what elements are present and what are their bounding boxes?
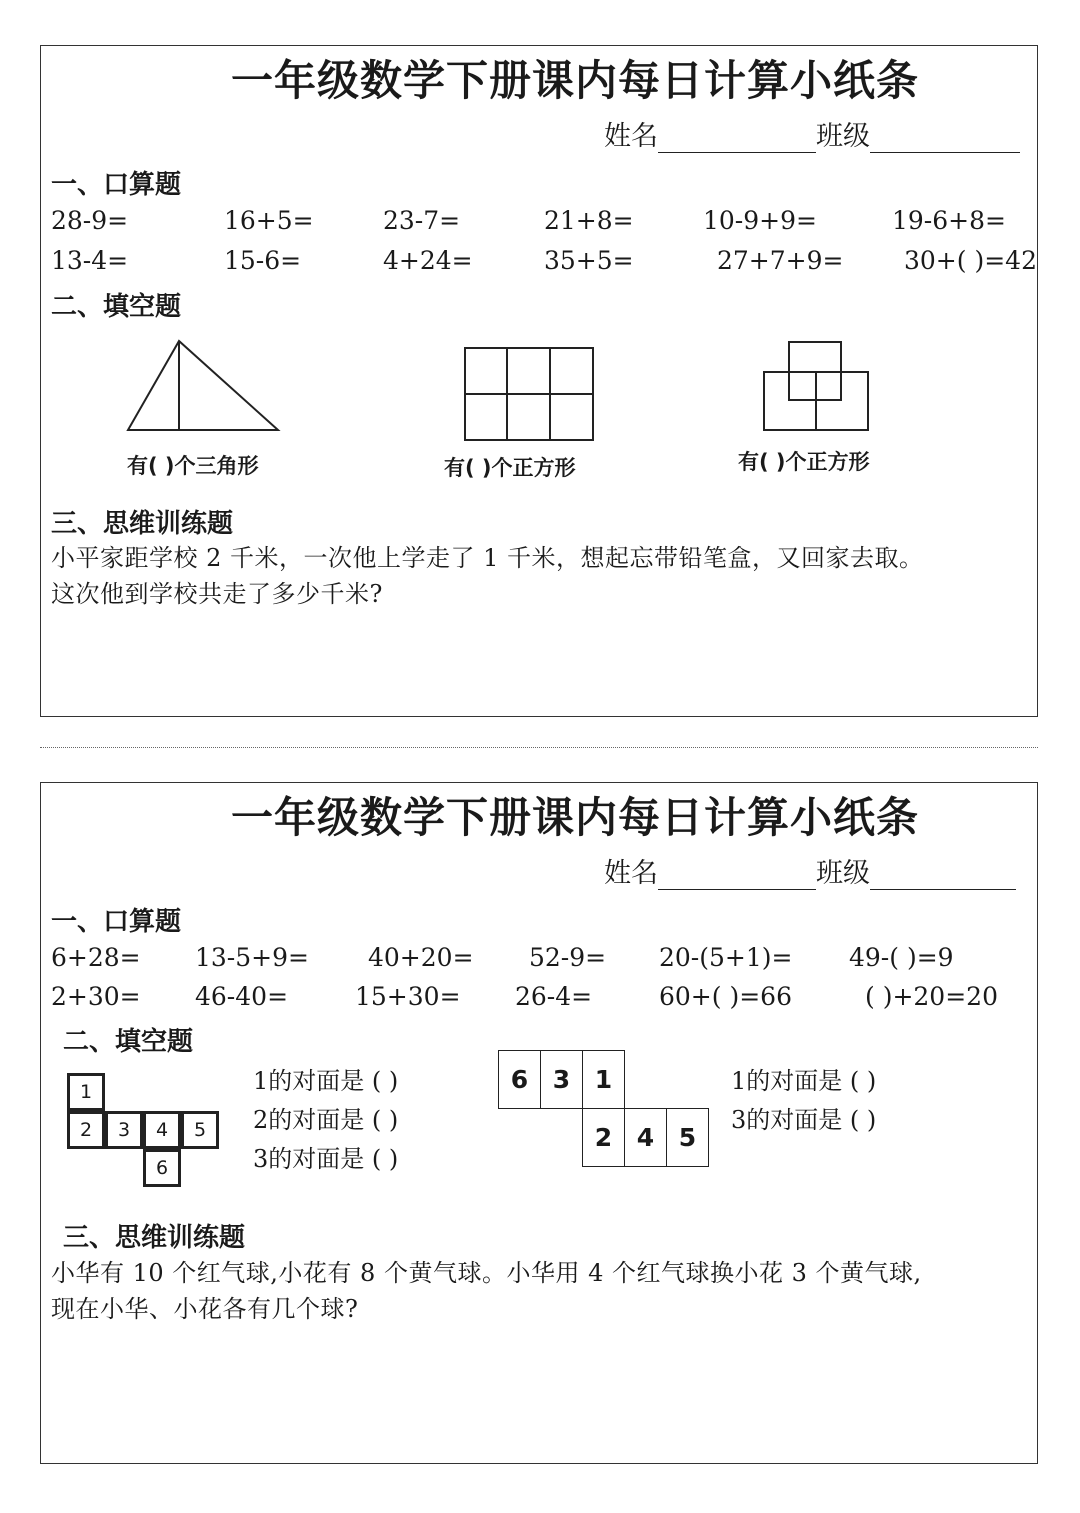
- section-title-mental-math: 一、口算题: [51, 170, 182, 200]
- figure-caption-triangles: 有( )个三角形: [127, 454, 259, 478]
- equation: 15+30=: [355, 982, 461, 1011]
- cube-net-2: [498, 1050, 713, 1170]
- name-class-row: [604, 851, 1016, 890]
- class-label: 班级: [816, 121, 870, 152]
- class-blank[interactable]: [870, 130, 1020, 153]
- equation: 20-(5+1)=: [659, 943, 793, 972]
- section-title-fill-in: 二、填空题: [51, 292, 182, 322]
- equation: 19-6+8=: [892, 206, 1006, 235]
- equation: 46-40=: [195, 982, 289, 1011]
- triangle-figure: [125, 338, 281, 434]
- net-face: 2: [67, 1111, 105, 1149]
- net-face: 1: [67, 1073, 105, 1111]
- figure-caption-grid-squares: 有( )个正方形: [444, 456, 576, 480]
- opposite-face-question: 3的对面是 ( ): [253, 1145, 399, 1173]
- equation: 40+20=: [368, 943, 474, 972]
- worksheet-title: 一年级数学下册课内每日计算小纸条: [231, 56, 920, 105]
- equation: 49-( )=9: [849, 943, 954, 972]
- equation: 60+( )=66: [659, 982, 792, 1011]
- net-face: 3: [540, 1050, 583, 1109]
- equation: 10-9+9=: [703, 206, 817, 235]
- figure-caption-overlap-squares: 有( )个正方形: [738, 450, 870, 474]
- section-title-thinking: 三、思维训练题: [51, 509, 234, 539]
- name-class-row: [604, 114, 1020, 153]
- equation: 23-7=: [383, 206, 461, 235]
- class-blank[interactable]: [870, 867, 1016, 890]
- worksheet-card-2: [40, 782, 1038, 1464]
- section-title-thinking: 三、思维训练题: [63, 1223, 246, 1253]
- net-face: 5: [666, 1108, 709, 1167]
- equation: 6+28=: [51, 943, 141, 972]
- opposite-face-question: 1的对面是 ( ): [731, 1067, 877, 1095]
- equation: 21+8=: [544, 206, 634, 235]
- opposite-face-question: 3的对面是 ( ): [731, 1106, 877, 1134]
- equation: 27+7+9=: [717, 246, 844, 275]
- word-problem-line: 这次他到学校共走了多少千米?: [51, 580, 383, 608]
- net-face: 2: [582, 1108, 625, 1167]
- equation: 15-6=: [224, 246, 302, 275]
- equation: 13-5+9=: [195, 943, 309, 972]
- word-problem-line: 小华有 10 个红气球,小花有 8 个黄气球。小华用 4 个红气球换小花 3 个黄气球,: [51, 1259, 922, 1287]
- overlapping-squares-figure: [761, 340, 871, 434]
- section-title-fill-in: 二、填空题: [63, 1027, 194, 1057]
- equation: 16+5=: [224, 206, 314, 235]
- net-face: 5: [181, 1111, 219, 1149]
- equation: 52-9=: [529, 943, 607, 972]
- equation: ( )+20=20: [865, 982, 998, 1011]
- net-face: 6: [498, 1050, 541, 1109]
- grid-squares-figure: [463, 346, 595, 442]
- equation: 2+30=: [51, 982, 141, 1011]
- net-face: 4: [143, 1111, 181, 1149]
- word-problem-line: 现在小华、小花各有几个球?: [51, 1295, 359, 1323]
- name-label: 姓名: [604, 121, 658, 152]
- name-label: 姓名: [604, 858, 658, 889]
- net-face: 6: [143, 1149, 181, 1187]
- word-problem: [51, 1255, 1031, 1327]
- equation: 28-9=: [51, 206, 129, 235]
- section-title-mental-math: 一、口算题: [51, 907, 182, 937]
- name-blank[interactable]: [658, 130, 816, 153]
- word-problem-line: 小平家距学校 2 千米，一次他上学走了 1 千米，想起忘带铅笔盒，又回家去取。: [51, 544, 924, 572]
- worksheet-title: 一年级数学下册课内每日计算小纸条: [231, 793, 920, 842]
- equation: 30+( )=42: [904, 246, 1037, 275]
- cube-net-1: [67, 1073, 227, 1189]
- equation: 26-4=: [515, 982, 593, 1011]
- net-face: 1: [582, 1050, 625, 1109]
- name-blank[interactable]: [658, 867, 816, 890]
- cut-line-divider: [40, 747, 1038, 748]
- class-label: 班级: [816, 858, 870, 889]
- equation: 13-4=: [51, 246, 129, 275]
- opposite-face-question: 1的对面是 ( ): [253, 1067, 399, 1095]
- net-face: 4: [624, 1108, 667, 1167]
- net-face: 3: [105, 1111, 143, 1149]
- equation: 35+5=: [544, 246, 634, 275]
- equation: 4+24=: [383, 246, 473, 275]
- opposite-face-question: 2的对面是 ( ): [253, 1106, 399, 1134]
- word-problem: [51, 540, 1031, 612]
- worksheet-card-1: [40, 45, 1038, 717]
